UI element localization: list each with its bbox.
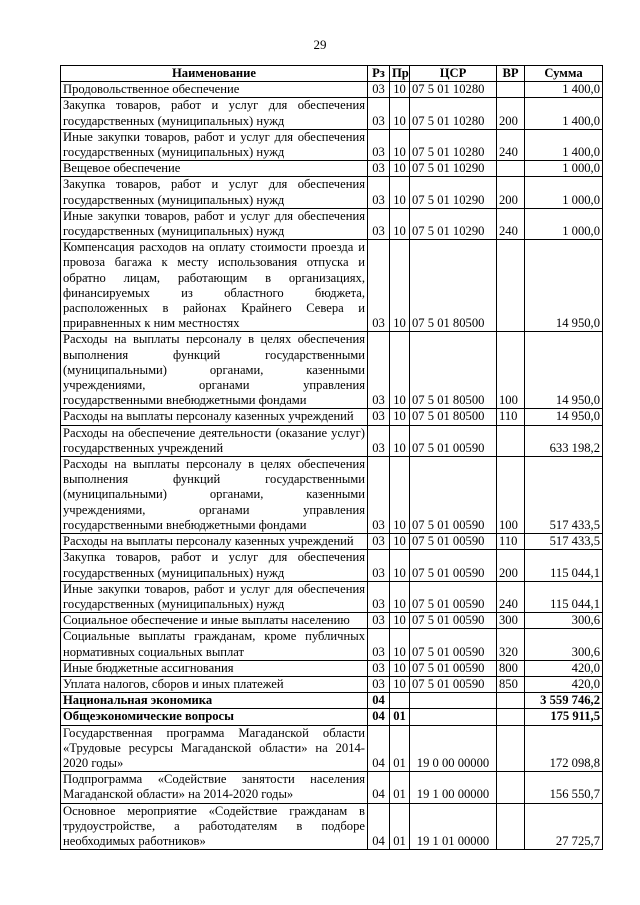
row-pr: 01 (390, 803, 410, 850)
table-row (61, 581, 603, 612)
row-name: Закупка товаров, работ и услуг для обеспечения государственных (муниципальных) нужд (61, 98, 368, 129)
row-csr (410, 693, 497, 709)
row-vr (497, 240, 525, 332)
row-pr: 01 (390, 725, 410, 772)
row-csr: 07 5 01 10280 (410, 98, 497, 129)
row-sum: 633 198,2 (525, 425, 603, 456)
row-rz: 03 (368, 332, 390, 409)
row-vr (497, 803, 525, 850)
row-pr: 10 (390, 98, 410, 129)
row-vr: 200 (497, 550, 525, 581)
row-csr: 07 5 01 00590 (410, 676, 497, 692)
row-rz: 04 (368, 803, 390, 850)
table-row (61, 82, 603, 98)
row-csr: 07 5 01 00590 (410, 534, 497, 550)
header-rz: Рз (368, 66, 390, 82)
row-vr: 240 (497, 129, 525, 160)
row-pr: 10 (390, 457, 410, 534)
row-rz: 03 (368, 676, 390, 692)
row-sum: 1 400,0 (525, 98, 603, 129)
row-rz: 03 (368, 550, 390, 581)
row-vr (497, 693, 525, 709)
budget-table (60, 65, 603, 850)
row-rz: 03 (368, 161, 390, 177)
table-row (61, 161, 603, 177)
table-row (61, 534, 603, 550)
row-pr: 10 (390, 161, 410, 177)
row-rz: 04 (368, 709, 390, 725)
row-name: Социальные выплаты гражданам, кроме публичных нормативных социальных выплат (61, 629, 368, 660)
row-csr: 07 5 01 80500 (410, 240, 497, 332)
table-row (61, 772, 603, 803)
row-sum: 3 559 746,2 (525, 693, 603, 709)
row-csr: 07 5 01 00590 (410, 660, 497, 676)
row-vr (497, 772, 525, 803)
row-sum: 1 400,0 (525, 129, 603, 160)
row-csr: 07 5 01 10280 (410, 129, 497, 160)
row-name: Закупка товаров, работ и услуг для обеспечения государственных (муниципальных) нужд (61, 177, 368, 208)
header-csr: ЦСР (410, 66, 497, 82)
row-rz: 04 (368, 693, 390, 709)
row-vr: 800 (497, 660, 525, 676)
row-name: Социальное обеспечение и иные выплаты населению (61, 613, 368, 629)
row-pr: 10 (390, 129, 410, 160)
table-row (61, 693, 603, 709)
row-pr: 01 (390, 772, 410, 803)
table-row (61, 98, 603, 129)
table-header (61, 66, 603, 82)
row-vr (497, 725, 525, 772)
row-vr: 100 (497, 332, 525, 409)
table-row (61, 613, 603, 629)
row-csr: 19 1 01 00000 (410, 803, 497, 850)
table-row (61, 676, 603, 692)
row-vr: 200 (497, 98, 525, 129)
row-rz: 03 (368, 613, 390, 629)
row-csr: 07 5 01 00590 (410, 550, 497, 581)
row-name: Расходы на выплаты персоналу казенных учреждений (61, 409, 368, 425)
table-row (61, 332, 603, 409)
row-name: Подпрограмма «Содействие занятости населения Магаданской области» на 2014-2020 годы» (61, 772, 368, 803)
row-rz: 03 (368, 98, 390, 129)
row-sum: 156 550,7 (525, 772, 603, 803)
row-vr (497, 425, 525, 456)
row-pr: 10 (390, 409, 410, 425)
row-sum: 517 433,5 (525, 534, 603, 550)
table-row (61, 457, 603, 534)
table-row (61, 409, 603, 425)
row-name: Национальная экономика (61, 693, 368, 709)
row-sum: 300,6 (525, 613, 603, 629)
table-row (61, 177, 603, 208)
row-sum: 1 000,0 (525, 208, 603, 239)
row-name: Компенсация расходов на оплату стоимости проезда и провоза багажа к месту использования отпуска и обратно лицам, работающим в организациях, финансируемых из областного бюджета, расположенных в районах Крайнего Севера и приравненных к ним местностях (61, 240, 368, 332)
row-name: Расходы на обеспечение деятельности (оказание услуг) государственных учреждений (61, 425, 368, 456)
row-rz: 03 (368, 534, 390, 550)
table-row (61, 129, 603, 160)
row-sum: 420,0 (525, 676, 603, 692)
row-vr (497, 82, 525, 98)
header-pr: Пр (390, 66, 410, 82)
row-csr: 19 1 00 00000 (410, 772, 497, 803)
row-vr (497, 161, 525, 177)
table-row (61, 725, 603, 772)
row-pr: 01 (390, 709, 410, 725)
row-sum: 14 950,0 (525, 240, 603, 332)
header-name: Наименование (61, 66, 368, 82)
row-sum: 1 000,0 (525, 161, 603, 177)
row-rz: 03 (368, 581, 390, 612)
row-sum: 175 911,5 (525, 709, 603, 725)
header-sum: Сумма (525, 66, 603, 82)
row-vr: 240 (497, 581, 525, 612)
row-csr: 07 5 01 10290 (410, 208, 497, 239)
row-rz: 03 (368, 409, 390, 425)
row-name: Закупка товаров, работ и услуг для обеспечения государственных (муниципальных) нужд (61, 550, 368, 581)
row-sum: 115 044,1 (525, 581, 603, 612)
row-name: Расходы на выплаты персоналу в целях обеспечения выполнения функций государственными (муниципальными) органами, казенными учреждениями, органами управления государственными внебюджетными фондами (61, 332, 368, 409)
row-csr: 07 5 01 80500 (410, 332, 497, 409)
table-row (61, 550, 603, 581)
table-row (61, 425, 603, 456)
row-pr: 10 (390, 613, 410, 629)
row-sum: 517 433,5 (525, 457, 603, 534)
row-pr: 10 (390, 425, 410, 456)
row-pr: 10 (390, 629, 410, 660)
row-sum: 14 950,0 (525, 332, 603, 409)
page-number: 29 (313, 37, 327, 52)
row-rz: 03 (368, 177, 390, 208)
row-pr (390, 693, 410, 709)
row-pr: 10 (390, 534, 410, 550)
row-pr: 10 (390, 676, 410, 692)
row-rz: 03 (368, 240, 390, 332)
row-pr: 10 (390, 82, 410, 98)
table-row (61, 629, 603, 660)
row-name: Иные закупки товаров, работ и услуг для обеспечения государственных (муниципальных) нужд (61, 208, 368, 239)
row-name: Продовольственное обеспечение (61, 82, 368, 98)
row-sum: 172 098,8 (525, 725, 603, 772)
row-pr: 10 (390, 660, 410, 676)
row-pr: 10 (390, 208, 410, 239)
row-sum: 115 044,1 (525, 550, 603, 581)
row-name: Вещевое обеспечение (61, 161, 368, 177)
row-csr: 07 5 01 00590 (410, 581, 497, 612)
row-rz: 03 (368, 457, 390, 534)
row-csr: 07 5 01 00590 (410, 425, 497, 456)
table-row (61, 208, 603, 239)
row-pr: 10 (390, 581, 410, 612)
row-rz: 03 (368, 629, 390, 660)
row-pr: 10 (390, 240, 410, 332)
row-vr: 110 (497, 534, 525, 550)
row-vr (497, 709, 525, 725)
row-name: Иные закупки товаров, работ и услуг для обеспечения государственных (муниципальных) нужд (61, 581, 368, 612)
row-name: Расходы на выплаты персоналу в целях обеспечения выполнения функций государственными (муниципальными) органами, казенными учреждениями, органами управления государственными внебюджетными фондами (61, 457, 368, 534)
row-name: Государственная программа Магаданской области «Трудовые ресурсы Магаданской области» на 2014-2020 годы» (61, 725, 368, 772)
row-sum: 300,6 (525, 629, 603, 660)
table-row (61, 709, 603, 725)
row-csr: 07 5 01 00590 (410, 457, 497, 534)
row-rz: 03 (368, 425, 390, 456)
row-vr: 240 (497, 208, 525, 239)
row-vr: 850 (497, 676, 525, 692)
row-sum: 1 400,0 (525, 82, 603, 98)
row-csr: 07 5 01 10290 (410, 161, 497, 177)
row-name: Иные закупки товаров, работ и услуг для обеспечения государственных (муниципальных) нужд (61, 129, 368, 160)
row-vr: 300 (497, 613, 525, 629)
row-rz: 03 (368, 82, 390, 98)
row-csr: 07 5 01 80500 (410, 409, 497, 425)
row-name: Расходы на выплаты персоналу казенных учреждений (61, 534, 368, 550)
row-sum: 14 950,0 (525, 409, 603, 425)
row-csr: 07 5 01 10290 (410, 177, 497, 208)
row-csr (410, 709, 497, 725)
row-vr: 100 (497, 457, 525, 534)
row-sum: 420,0 (525, 660, 603, 676)
row-vr: 320 (497, 629, 525, 660)
row-rz: 03 (368, 660, 390, 676)
row-vr: 110 (497, 409, 525, 425)
row-vr: 200 (497, 177, 525, 208)
row-rz: 03 (368, 208, 390, 239)
row-sum: 1 000,0 (525, 177, 603, 208)
row-sum: 27 725,7 (525, 803, 603, 850)
table-row (61, 240, 603, 332)
table-row (61, 803, 603, 850)
row-csr: 19 0 00 00000 (410, 725, 497, 772)
row-pr: 10 (390, 177, 410, 208)
row-pr: 10 (390, 332, 410, 409)
row-csr: 07 5 01 00590 (410, 629, 497, 660)
row-csr: 07 5 01 00590 (410, 613, 497, 629)
header-vr: ВР (497, 66, 525, 82)
row-rz: 04 (368, 725, 390, 772)
row-rz: 04 (368, 772, 390, 803)
row-name: Иные бюджетные ассигнования (61, 660, 368, 676)
row-pr: 10 (390, 550, 410, 581)
row-name: Общеэкономические вопросы (61, 709, 368, 725)
row-rz: 03 (368, 129, 390, 160)
row-csr: 07 5 01 10280 (410, 82, 497, 98)
row-name: Основное мероприятие «Содействие гражданам в трудоустройстве, а работодателям в подборе необходимых работников» (61, 803, 368, 850)
row-name: Уплата налогов, сборов и иных платежей (61, 676, 368, 692)
table-row (61, 660, 603, 676)
